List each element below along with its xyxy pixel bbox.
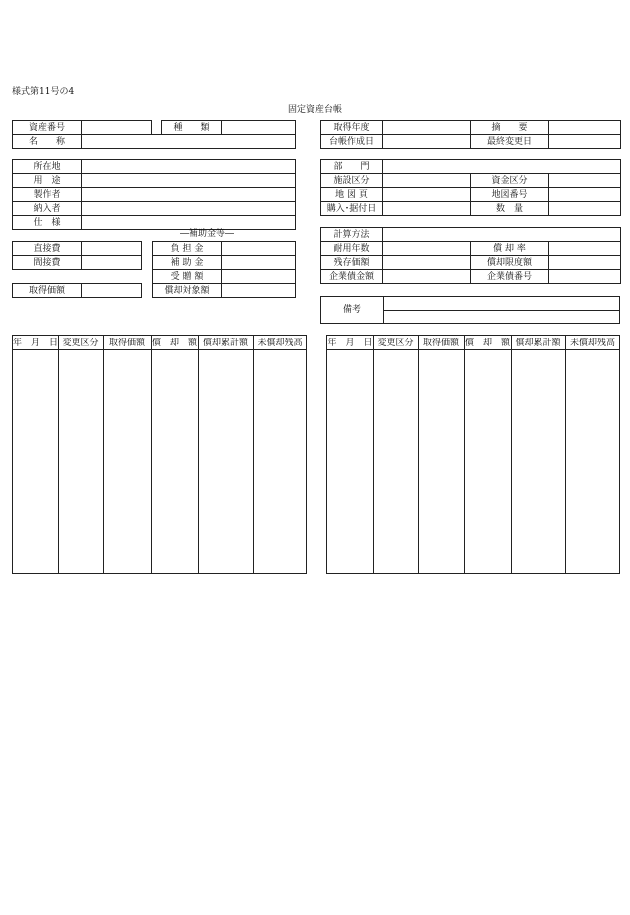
bond-amount-value[interactable] bbox=[383, 270, 471, 284]
map-page-value[interactable] bbox=[383, 188, 471, 202]
fund-value[interactable] bbox=[549, 174, 621, 188]
subsidy-header: ―補助金等― bbox=[179, 229, 234, 239]
acquisition-value-label: 取得価額 bbox=[13, 284, 82, 298]
type-label: 種 類 bbox=[162, 121, 222, 135]
purchase-date-value[interactable] bbox=[383, 202, 471, 216]
bond-number-value[interactable] bbox=[549, 270, 621, 284]
cost-table bbox=[12, 241, 142, 270]
ledger-left-body[interactable] bbox=[13, 350, 306, 573]
col-accumulated: 償却累計額 bbox=[515, 338, 561, 348]
col-remaining: 未償却残高 bbox=[569, 338, 615, 348]
spec-value[interactable] bbox=[82, 216, 296, 230]
col-change-type: 変更区分 bbox=[377, 338, 414, 348]
asset-detail-table bbox=[12, 159, 296, 230]
map-number-value[interactable] bbox=[549, 188, 621, 202]
spacer bbox=[152, 121, 162, 135]
limit-value[interactable] bbox=[549, 256, 621, 270]
last-changed-value[interactable] bbox=[549, 135, 621, 149]
direct-cost-label: 直接費 bbox=[13, 242, 82, 256]
bond-number-label: 企業債番号 bbox=[471, 270, 549, 284]
asset-number-value[interactable] bbox=[82, 121, 152, 135]
col-accumulated: 償却累計額 bbox=[202, 338, 248, 348]
acquisition-table bbox=[12, 283, 142, 298]
map-number-label: 地図番号 bbox=[471, 188, 549, 202]
burden-value[interactable] bbox=[222, 242, 296, 256]
purpose-label: 用 途 bbox=[13, 174, 82, 188]
residual-label: 残存価額 bbox=[321, 256, 383, 270]
purpose-value[interactable] bbox=[82, 174, 296, 188]
spec-label: 仕 様 bbox=[13, 216, 82, 230]
page-title: 固定資産台帳 bbox=[287, 105, 342, 115]
col-depreciation: 償 却 額 bbox=[151, 338, 197, 348]
supplier-value[interactable] bbox=[82, 202, 296, 216]
subsidy-label: 補 助 金 bbox=[153, 256, 222, 270]
burden-label: 負 担 金 bbox=[153, 242, 222, 256]
col-acquisition-value: 取得価額 bbox=[108, 338, 145, 348]
bond-amount-label: 企業債金額 bbox=[321, 270, 383, 284]
useful-life-label: 耐用年数 bbox=[321, 242, 383, 256]
depreciable-value[interactable] bbox=[222, 284, 296, 298]
manufacturer-value[interactable] bbox=[82, 188, 296, 202]
department-table bbox=[320, 159, 621, 216]
ledger-created-value[interactable] bbox=[383, 135, 471, 149]
col-acquisition-value: 取得価額 bbox=[422, 338, 459, 348]
map-page-label: 地 図 頁 bbox=[321, 188, 383, 202]
col-date: 年 月 日 bbox=[13, 338, 58, 348]
asset-number-label: 資産番号 bbox=[13, 121, 82, 135]
direct-cost-value[interactable] bbox=[82, 242, 142, 256]
name-label: 名 称 bbox=[13, 135, 82, 149]
acquisition-year-value[interactable] bbox=[383, 121, 471, 135]
useful-life-value[interactable] bbox=[383, 242, 471, 256]
col-date: 年 月 日 bbox=[327, 338, 373, 348]
method-value[interactable] bbox=[383, 228, 621, 242]
last-changed-label: 最終変更日 bbox=[471, 135, 549, 149]
donation-label: 受 贈 額 bbox=[153, 270, 222, 284]
type-value[interactable] bbox=[222, 121, 296, 135]
location-label: 所在地 bbox=[13, 160, 82, 174]
col-remaining: 未償却残高 bbox=[257, 338, 303, 348]
department-label: 部 門 bbox=[321, 160, 383, 174]
location-value[interactable] bbox=[82, 160, 296, 174]
rate-value[interactable] bbox=[549, 242, 621, 256]
ledger-right bbox=[326, 335, 620, 574]
fund-label: 資金区分 bbox=[471, 174, 549, 188]
depreciable-label: 償却対象額 bbox=[153, 284, 222, 298]
purchase-date-label: 購入･据付日 bbox=[321, 202, 383, 216]
subsidy-table bbox=[152, 241, 296, 298]
quantity-label: 数 量 bbox=[471, 202, 549, 216]
remarks-line-1[interactable] bbox=[384, 297, 619, 310]
subsidy-value[interactable] bbox=[222, 256, 296, 270]
remarks-line-2[interactable] bbox=[384, 311, 619, 323]
form-number: 様式第11号の4 bbox=[12, 87, 75, 97]
name-value[interactable] bbox=[82, 135, 296, 149]
acquisition-year-label: 取得年度 bbox=[321, 121, 383, 135]
method-label: 計算方法 bbox=[321, 228, 383, 242]
summary-label: 摘 要 bbox=[471, 121, 549, 135]
remarks-label: 備考 bbox=[342, 305, 361, 315]
ledger-right-body[interactable] bbox=[327, 350, 619, 573]
col-change-type: 変更区分 bbox=[62, 338, 99, 348]
acquisition-value[interactable] bbox=[82, 284, 142, 298]
donation-value[interactable] bbox=[222, 270, 296, 284]
calc-table bbox=[320, 227, 621, 284]
facility-label: 施設区分 bbox=[321, 174, 383, 188]
facility-value[interactable] bbox=[383, 174, 471, 188]
rate-label: 償 却 率 bbox=[471, 242, 549, 256]
manufacturer-label: 製作者 bbox=[13, 188, 82, 202]
limit-label: 償却限度額 bbox=[471, 256, 549, 270]
summary-value[interactable] bbox=[549, 121, 621, 135]
quantity-value[interactable] bbox=[549, 202, 621, 216]
remarks-box bbox=[320, 296, 620, 324]
indirect-cost-label: 間接費 bbox=[13, 256, 82, 270]
asset-id-table bbox=[12, 120, 296, 149]
department-value[interactable] bbox=[383, 160, 621, 174]
supplier-label: 納入者 bbox=[13, 202, 82, 216]
ledger-left bbox=[12, 335, 307, 574]
indirect-cost-value[interactable] bbox=[82, 256, 142, 270]
residual-value[interactable] bbox=[383, 256, 471, 270]
col-depreciation: 償 却 額 bbox=[464, 338, 510, 348]
ledger-created-label: 台帳作成日 bbox=[321, 135, 383, 149]
ledger-date-table bbox=[320, 120, 621, 149]
